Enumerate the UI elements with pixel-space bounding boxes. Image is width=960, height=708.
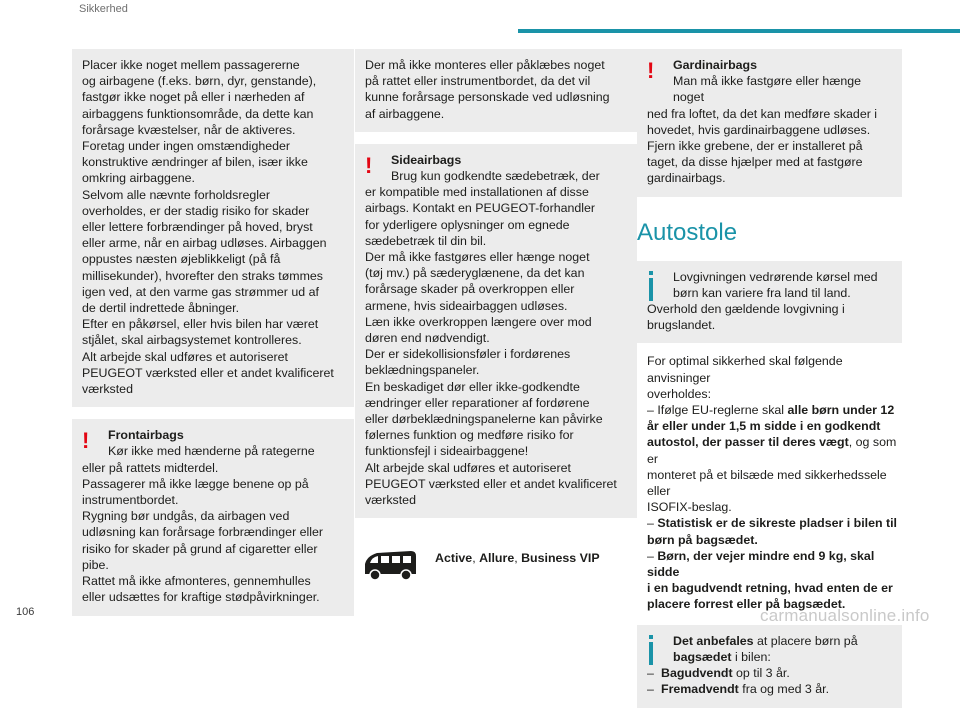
rule-bold: alle børn under 12: [787, 403, 895, 418]
steering-warning-text: [365, 57, 627, 122]
rules-intro: [647, 353, 902, 402]
info-box-legislation: [637, 261, 902, 344]
text-line: Læn ikke overkroppen længere over mod: [365, 314, 592, 329]
gardinairbags-text: [647, 106, 892, 187]
text-line: Overhold den gældende lovgivning i: [647, 302, 845, 317]
rule-3: [647, 548, 902, 613]
version-allure: Allure: [479, 551, 515, 566]
separator: ,: [514, 551, 522, 566]
text-line: fastgør ikke noget på eller i nærheden af: [82, 90, 305, 105]
column-1: [72, 49, 354, 616]
frontairbags-text: [82, 460, 344, 606]
gardinairbags-line-1: Man må ikke fastgøre eller hænge noget: [673, 74, 862, 105]
text-line: overholdes, er der stadig risiko for skader: [82, 203, 310, 218]
text-line: eller udsættes for kraftige stødpåvirkninger.: [82, 590, 320, 605]
warning-icon: !: [365, 152, 373, 178]
rule-bold: Børn, der vejer mindre end 9 kg, skal sidde: [647, 548, 875, 580]
info-bold: Det anbefales: [673, 633, 754, 648]
header-accent-bar: [518, 29, 960, 33]
text-line: taget, da disse hjælper med at fastgøre: [647, 155, 863, 170]
text-line: eller på rattets midterdel.: [82, 460, 219, 475]
text-line: døren end nødvendigt.: [365, 331, 490, 346]
text-line: forårsage skader på overkroppen eller: [365, 282, 575, 297]
list-item: [647, 665, 892, 681]
info-text: fra og med 3 år.: [738, 682, 830, 697]
warning-icon: !: [647, 58, 655, 83]
text-line: Rattet må ikke afmonteres, gennemhulles: [82, 574, 311, 589]
text-line: for yderligere oplysninger om egnede: [365, 217, 570, 232]
text-line: sædebetræk til din bil.: [365, 233, 487, 248]
frontairbags-title: Frontairbags: [108, 428, 184, 443]
version-list: [435, 550, 600, 566]
text-line: kunne forårsage personskade ved udløsning: [365, 90, 610, 105]
text-line: armene, hvis sideairbaggen udløses.: [365, 298, 568, 313]
rule-text: ISOFIX-beslag.: [647, 500, 732, 515]
text-line: de dertil indrettede åbninger.: [82, 301, 240, 316]
version-active: Active: [435, 551, 473, 566]
text-line: funktionsfejl i sideairbaggene!: [365, 444, 529, 459]
info-box-recommendation: [637, 625, 902, 708]
text-line: forårsage kvæstelser, når de aktiveres.: [82, 122, 296, 137]
version-business-vip: Business VIP: [521, 551, 600, 566]
info-bold: Bagudvendt: [661, 666, 733, 681]
text-line: Fjern ikke grebene, der er installeret på: [647, 139, 863, 154]
rule-text: –: [647, 548, 658, 563]
recommendation-list: [647, 665, 892, 697]
warning-box-steering: [355, 49, 637, 132]
text-line: brugslandet.: [647, 318, 716, 333]
info-text: at placere børn på: [753, 633, 858, 648]
text-line: udløsning kan forårsage forbrændinger eller: [82, 525, 324, 540]
rule-text: monteret på et bilsæde med sikkerhedssele eller: [647, 467, 887, 499]
running-header: Sikkerhed: [79, 3, 128, 15]
rule-bold: år eller under 1,5 m sidde i en godkendt: [647, 419, 881, 434]
text-line: For optimal sikkerhed skal følgende anvisninger: [647, 354, 843, 385]
page-number: 106: [16, 606, 35, 618]
version-row: [355, 546, 637, 586]
text-line: instrumentbordet.: [82, 493, 179, 508]
info-text: i bilen:: [731, 649, 771, 664]
section-title-autostole: Autostole: [637, 218, 738, 246]
watermark: carmanualsonline.info: [760, 606, 930, 625]
list-dash: –: [647, 666, 654, 681]
frontairbags-line-1: Kør ikke med hænderne på rategerne: [108, 444, 315, 459]
text-line: ned fra loftet, da det kan medføre skader i: [647, 106, 878, 121]
separator: ,: [472, 551, 480, 566]
text-line: Der er sidekollisionsføler i fordørenes: [365, 347, 571, 362]
text-line: Rygning bør undgås, da airbagen ved: [82, 509, 290, 524]
text-line: på rattet eller instrumentbordet, da det vil: [365, 74, 591, 89]
sideairbags-text: [365, 184, 627, 508]
warning-box-gardinairbags: [637, 49, 902, 197]
text-line: Placer ikke noget mellem passagererne: [82, 58, 300, 72]
text-line: konstruktive ændringer af bilen, især ikke: [82, 155, 308, 170]
text-line: gardinairbags.: [647, 171, 726, 186]
text-line: Der må ikke fastgøres eller hænge noget: [365, 250, 590, 265]
text-line: værksted: [82, 382, 133, 397]
rule-bold: i en bagudvendt retning, hvad enten de er: [647, 581, 893, 596]
rule-bold: Statistisk er de sikreste pladser i bilen til: [657, 516, 897, 531]
warning-icon: !: [82, 428, 90, 454]
text-line: Foretag under ingen omstændigheder: [82, 139, 291, 154]
warning-box-frontairbags: [72, 419, 354, 615]
rule-bold: børn på bagsædet.: [647, 532, 758, 547]
column-2: [355, 49, 637, 586]
text-line: omkring airbaggene.: [82, 171, 195, 186]
sideairbags-title: Sideairbags: [391, 152, 462, 167]
text-line: Passagerer må ikke lægge benene op på: [82, 476, 309, 491]
legislation-line-1: Lovgivningen vedrørende kørsel med: [673, 269, 878, 284]
text-line: følernes funktion og medføre risiko for: [365, 428, 574, 443]
sideairbags-line-1: Brug kun godkendte sædebetræk, der: [391, 169, 600, 184]
text-line: eller lettere forbrændinger på hoved, bryst: [82, 220, 313, 235]
rule-bold: placere forrest eller på bagsædet.: [647, 597, 846, 612]
text-line: risiko for skader på grund af cigaretter eller: [82, 541, 318, 556]
text-line: stjålet, skal airbagsystemet kontrolleres.: [82, 333, 302, 348]
text-line: airbaggens funktionsområde, da dette kan: [82, 106, 314, 121]
gardinairbags-title: Gardinairbags: [673, 58, 758, 72]
legislation-line-2: børn kan variere fra land til land.: [673, 285, 851, 300]
text-line: pibe.: [82, 557, 109, 572]
text-line: oppustes næsten øjeblikkeligt (på få: [82, 252, 281, 267]
general-warning-text: [82, 57, 344, 397]
text-line: airbags. Kontakt en PEUGEOT-forhandler: [365, 201, 596, 216]
text-line: og airbagene (f.eks. børn, dyr, genstande),: [82, 74, 317, 89]
text-line: overholdes:: [647, 386, 712, 401]
text-line: Efter en påkørsel, eller hvis bilen har været: [82, 317, 319, 332]
text-line: beklædningspaneler.: [365, 363, 480, 378]
text-line: millisekunder), hvorefter den straks tømmes: [82, 268, 324, 283]
list-dash: –: [647, 682, 654, 697]
text-line: Alt arbejde skal udføres et autoriseret: [365, 460, 571, 475]
text-line: (tøj mv.) på sæderyglænene, da det kan: [365, 266, 585, 281]
text-line: PEUGEOT værksted eller et andet kvalificeret: [82, 365, 334, 380]
warning-box-general: [72, 49, 354, 407]
rule-2: [647, 515, 902, 547]
rule-bold: autostol, der passer til deres vægt: [647, 435, 849, 450]
text-line: En beskadiget dør eller ikke-godkendte: [365, 379, 580, 394]
text-line: Selvom alle nævnte forholdsregler: [82, 187, 271, 202]
text-line: ændringer eller reparationer af fordørene: [365, 395, 590, 410]
info-text: op til 3 år.: [732, 666, 790, 681]
warning-box-sideairbags: [355, 144, 637, 518]
text-line: værksted: [365, 493, 416, 508]
text-line: eller dørbeklædningspanelerne kan påvirke: [365, 412, 603, 427]
legislation-text: [647, 301, 892, 333]
info-bold: Fremadvendt: [661, 682, 739, 697]
text-line: er kompatible med installationen af disse: [365, 185, 589, 200]
list-item: [647, 681, 892, 697]
text-line: Alt arbejde skal udføres et autoriseret: [82, 349, 288, 364]
text-line: PEUGEOT værksted eller et andet kvalificeret: [365, 476, 617, 491]
rule-1: [647, 402, 902, 515]
rule-text: , og som er: [647, 435, 897, 466]
info-icon: [649, 635, 653, 665]
van-icon: [361, 548, 419, 582]
info-bold: bagsædet: [673, 649, 732, 664]
text-line: af airbaggene.: [365, 106, 445, 121]
autostole-rules: [637, 353, 902, 612]
text-line: igen ved, at den varme gas strømmer ud af: [82, 284, 319, 299]
rule-text: – Ifølge EU-reglerne skal: [647, 403, 788, 418]
info-icon: [649, 271, 653, 301]
text-line: hovedet, hvis gardinairbaggene udløses.: [647, 122, 871, 137]
rule-text: –: [647, 516, 658, 531]
text-line: eller arme, når en airbag udløses. Airbaggen: [82, 236, 327, 251]
text-line: Der må ikke monteres eller påklæbes noget: [365, 58, 605, 72]
